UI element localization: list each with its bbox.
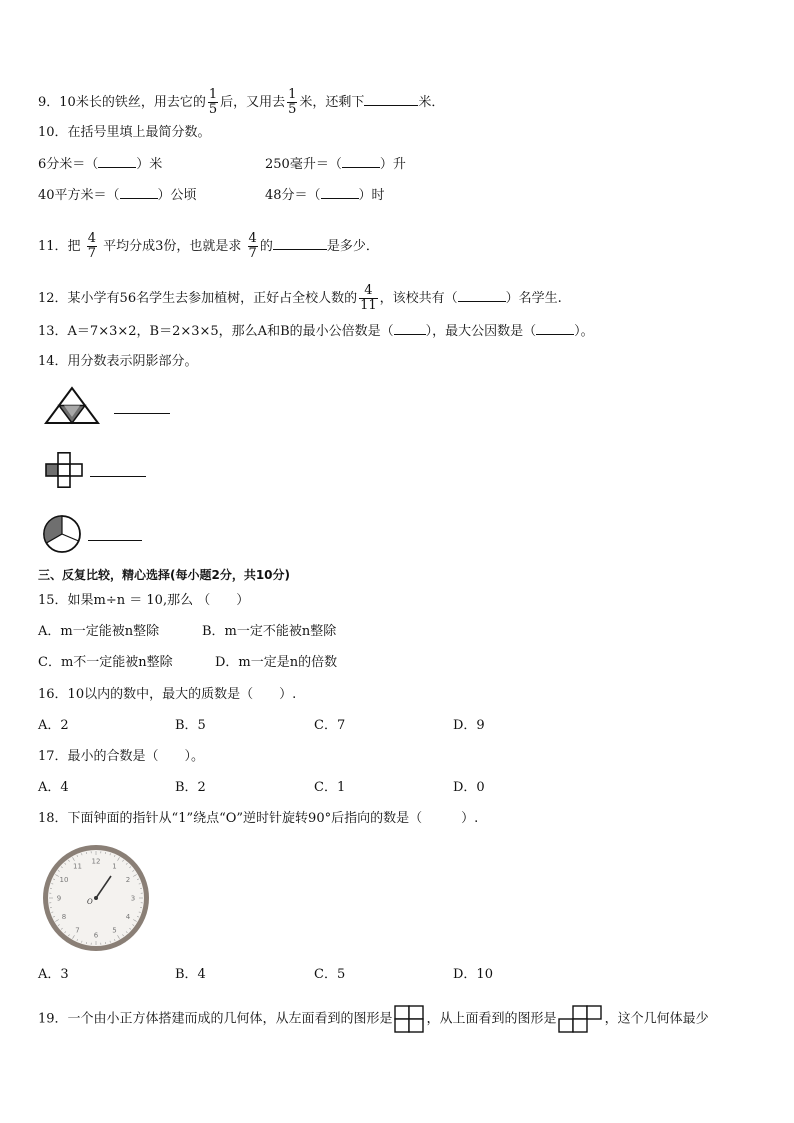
clock-number-1: 1: [112, 862, 117, 871]
q10-a-unit: ）米: [136, 157, 163, 172]
question-11: [38, 232, 379, 261]
q12-text-2: ，该校共有（: [379, 291, 458, 306]
answer-blank[interactable]: [88, 528, 142, 541]
q10-item-b: [265, 155, 406, 174]
clock-number-9: 9: [56, 894, 62, 903]
q19-text-3: ，这个几何体最少: [604, 1011, 709, 1027]
question-17-stem: 17．最小的合数是（ ）。: [38, 749, 205, 764]
q11-text-3: 的: [259, 239, 273, 254]
numerator: 4: [248, 231, 257, 246]
q15-option-d[interactable]: D．m一定是n的倍数: [215, 655, 338, 670]
q9-text-2: 后，又用去: [220, 95, 286, 110]
answer-blank[interactable]: [120, 186, 158, 199]
q16-option-b[interactable]: B．5: [175, 718, 206, 733]
q10-item-d: [265, 186, 385, 205]
answer-blank[interactable]: [321, 186, 359, 199]
q10-c-label: 40平方米＝（: [38, 188, 120, 203]
q16-option-a[interactable]: A．2: [38, 718, 69, 733]
q11-text-4: 是多少．: [326, 239, 379, 254]
top-view-figure: [557, 1004, 605, 1034]
q17-option-b[interactable]: B．2: [175, 780, 206, 795]
q13-text-2: ），最大公因数是（: [425, 324, 537, 339]
q11-text-1: 11．把: [38, 239, 81, 254]
question-10-stem: 10．在括号里填上最简分数。: [38, 125, 211, 140]
triangle-figure: [44, 386, 100, 426]
q9-text-1: 9．10米长的铁丝，用去它的: [38, 95, 206, 110]
clock-number-6: 6: [93, 931, 99, 940]
denominator: 11: [360, 298, 377, 313]
q10-b-label: 250毫升＝（: [265, 157, 342, 172]
q10-item-c: [38, 186, 197, 205]
q9-fraction-1: [208, 88, 218, 117]
clock-number-11: 11: [73, 862, 82, 871]
clock-number-8: 8: [61, 913, 67, 921]
answer-blank[interactable]: [342, 155, 380, 168]
answer-blank[interactable]: [90, 464, 146, 477]
q11-text-2: 平均分成3份，也就是求: [103, 239, 242, 254]
numerator: 4: [359, 284, 378, 299]
clock-number-7: 7: [75, 926, 80, 935]
answer-blank[interactable]: [114, 401, 170, 414]
answer-blank[interactable]: [273, 237, 327, 250]
answer-blank[interactable]: [394, 322, 426, 335]
q13-text-1: 13．A＝7×3×2，B＝2×3×5，那么A和B的最小公倍数是（: [38, 324, 394, 339]
q18-option-d[interactable]: D．10: [453, 967, 493, 982]
clock-center: [94, 896, 98, 900]
circle-figure: [40, 514, 84, 554]
q9-text-4: 米．: [418, 95, 445, 110]
q18-option-b[interactable]: B．4: [175, 967, 206, 982]
clock-face: [40, 842, 152, 954]
q12-fraction: [359, 284, 378, 313]
question-9: [38, 88, 444, 117]
question-15-stem: 15．如果m÷n ＝ 10,那么 （ ）: [38, 593, 250, 608]
question-19: [38, 1004, 709, 1034]
q10-a-label: 6分米＝（: [38, 157, 99, 172]
numerator: 1: [288, 87, 297, 102]
question-13: [38, 322, 594, 341]
q12-text-3: ）名学生.: [505, 291, 562, 306]
q15-option-c[interactable]: C．m不一定能被n整除: [38, 655, 173, 670]
q9-fraction-2: [287, 88, 297, 117]
numerator: 4: [87, 231, 96, 246]
q13-text-3: ）。: [574, 324, 594, 339]
numerator: 1: [208, 87, 218, 102]
cross-net-figure: [44, 452, 86, 488]
q10-item-a: [38, 155, 162, 174]
q11-fraction-1: [87, 232, 97, 261]
q15-option-b[interactable]: B．m一定不能被n整除: [202, 624, 337, 639]
answer-blank[interactable]: [536, 322, 574, 335]
q19-text-2: ，从上面看到的图形是: [426, 1011, 557, 1027]
question-12: [38, 284, 562, 313]
center-label-o: O: [87, 898, 93, 906]
q10-d-unit: ）时: [358, 188, 385, 203]
clock-number-12: 12: [91, 857, 101, 866]
question-14-stem: 14．用分数表示阴影部分。: [38, 354, 198, 369]
q18-option-c[interactable]: C．5: [314, 967, 346, 982]
answer-blank[interactable]: [458, 289, 506, 302]
denominator: 5: [208, 102, 218, 117]
question-16-stem: 16．10以内的数中，最大的质数是（ ）.: [38, 687, 297, 702]
q15-option-a[interactable]: A．m一定能被n整除: [38, 624, 160, 639]
left-view-figure: [393, 1004, 427, 1034]
clock-number-10: 10: [59, 876, 69, 884]
clock-number-4: 4: [125, 913, 131, 921]
q9-text-3: 米，还剩下: [299, 95, 365, 110]
q17-option-c[interactable]: C．1: [314, 780, 346, 795]
q11-fraction-2: [248, 232, 258, 261]
q10-b-unit: ）升: [379, 157, 406, 172]
shaded-square: [46, 464, 58, 476]
section-3-title: 三、反复比较，精心选择(每小题2分，共10分): [38, 568, 291, 582]
q12-text-1: 12．某小学有56名学生去参加植树，正好占全校人数的: [38, 291, 358, 306]
answer-blank[interactable]: [98, 155, 136, 168]
denominator: 7: [248, 246, 257, 261]
clock-number-2: 2: [125, 876, 131, 884]
denominator: 5: [288, 102, 297, 117]
question-18-stem: 18．下面钟面的指针从“1”绕点“O”逆时针旋转90°后指向的数是（ ）.: [38, 811, 479, 826]
q17-option-d[interactable]: D．0: [453, 780, 485, 795]
clock-number-5: 5: [112, 926, 117, 935]
q17-option-a[interactable]: A．4: [38, 780, 69, 795]
q10-d-label: 48分＝（: [265, 188, 321, 203]
answer-blank[interactable]: [364, 93, 418, 106]
q10-c-unit: ）公顷: [157, 188, 197, 203]
q16-option-c[interactable]: C．7: [314, 718, 346, 733]
q19-text-1: 19．一个由小正方体搭建而成的几何体，从左面看到的图形是: [38, 1011, 393, 1027]
clock-number-3: 3: [130, 894, 136, 903]
q18-option-a[interactable]: A．3: [38, 967, 69, 982]
denominator: 7: [87, 246, 96, 261]
q16-option-d[interactable]: D．9: [453, 718, 485, 733]
